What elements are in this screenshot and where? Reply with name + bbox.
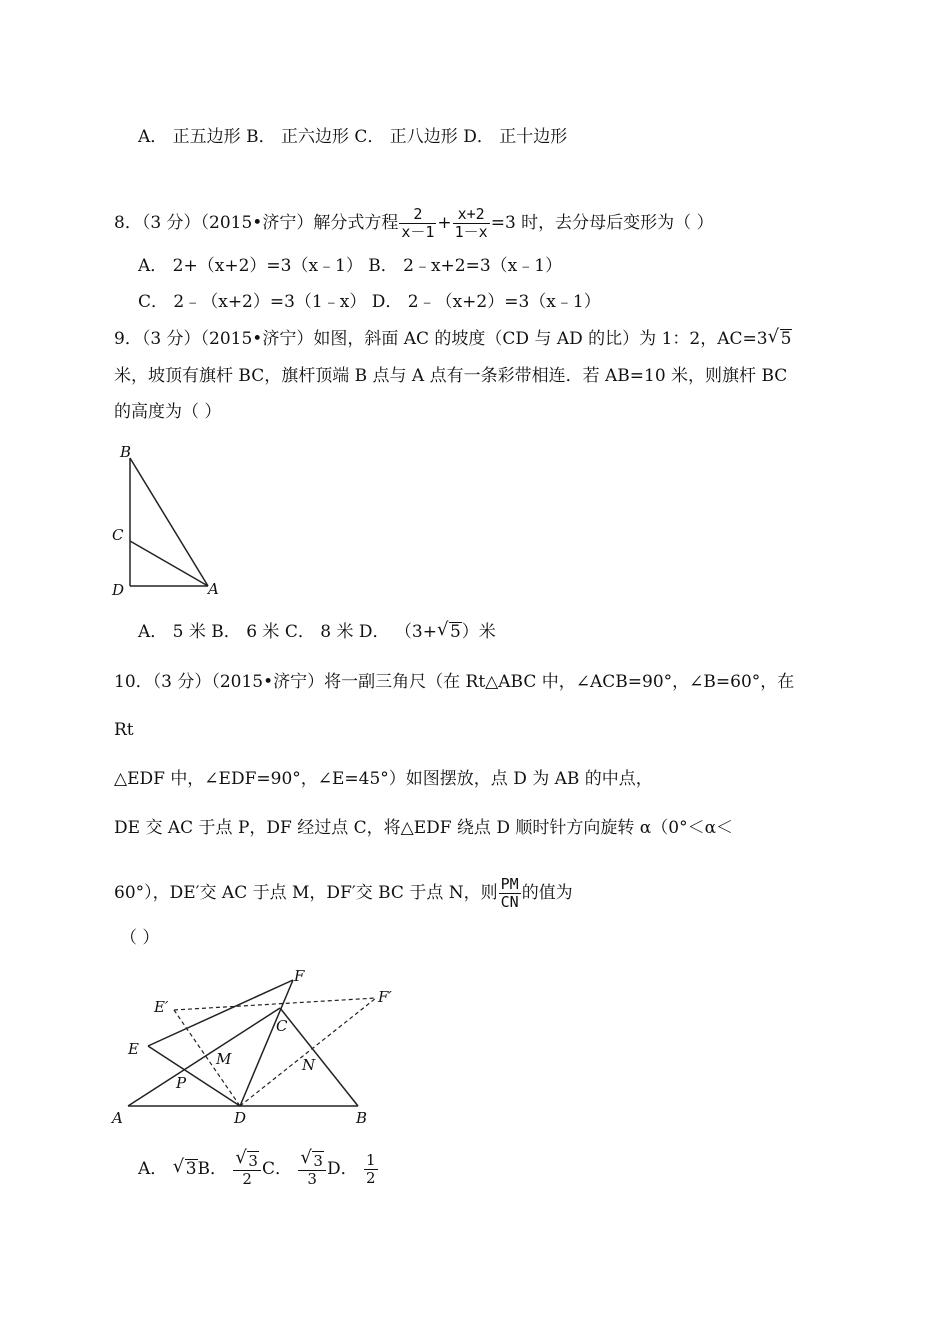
q10-option-b-den: 2: [242, 1170, 252, 1188]
sqrt-icon: √: [300, 1147, 312, 1168]
q10-label-n: N: [302, 1056, 316, 1074]
q10-option-c-radicand: 3: [313, 1152, 323, 1170]
q9-label-d: D: [112, 581, 125, 599]
sqrt-icon: √: [767, 326, 780, 347]
q10-label-a: A: [112, 1109, 123, 1127]
q9-options: [138, 620, 496, 644]
q10-stem-text: 60°），DE′交 AC 于点 M，DF′交 BC 于点 N，则: [114, 883, 498, 903]
q9-stem-line1: [114, 327, 792, 351]
q9-line-ba: [130, 458, 208, 586]
q10-line-ac: [128, 1008, 280, 1106]
q9-label-a: A: [208, 580, 219, 598]
q10-option-c-num: [298, 1147, 326, 1171]
q10-line-eprime-fprime: [174, 998, 376, 1010]
q10-option-b-label: B．: [197, 1159, 228, 1179]
q10-line-cb: [280, 1008, 358, 1106]
q10-label-m: M: [216, 1050, 232, 1068]
q10-option-d-den: 2: [365, 1169, 376, 1187]
q9-sqrt-radicand: 5: [780, 329, 792, 349]
q10-option-a-sqrt: [173, 1150, 198, 1188]
sqrt-icon: √: [172, 1156, 185, 1177]
q10-stem-line5: [114, 876, 573, 911]
q10-stem-line4: DE 交 AC 于点 P，DF 经过点 C，将△EDF 绕点 D 顺时针方向旋转 α（0°＜α＜: [114, 818, 734, 838]
q10-options: [138, 1147, 379, 1188]
q10-label-e-prime: E′: [154, 998, 169, 1016]
q8-fraction-2-num: x+2: [453, 206, 490, 224]
q10-stem-line2: Rt: [114, 720, 134, 740]
q10-option-c-fraction: [298, 1147, 326, 1188]
q9-stem-text: 9．（3 分）（2015•济宁）如图，斜面 AC 的坡度（CD 与 AD 的比）为 1：2，AC=3: [114, 329, 768, 349]
q9-line-ca: [130, 541, 208, 586]
q10-fraction-num: PM: [500, 875, 519, 893]
q8-fraction-2: [453, 206, 490, 241]
q10-label-b: B: [356, 1109, 368, 1127]
q10-option-d-fraction: [364, 1152, 378, 1187]
q9-options-text: A． 5 米 B． 6 米 C． 8 米 D． （3+: [138, 622, 437, 642]
q8-stem-before: 8．（3 分）（2015•济宁）解分式方程: [114, 213, 399, 233]
q10-option-c-label: C．: [261, 1159, 292, 1179]
q8-plus: +: [437, 213, 452, 233]
q10-option-b-fraction: [233, 1147, 261, 1188]
sqrt-icon: √: [235, 1147, 247, 1168]
q9-option-sqrt: [437, 620, 462, 644]
q10-option-d-label: D．: [326, 1159, 358, 1179]
q10-option-d-num: 1: [365, 1151, 376, 1169]
q10-line-df: [240, 980, 293, 1106]
q10-option-a-radicand: 3: [185, 1159, 197, 1179]
q10-option-c-sqrt: [300, 1147, 324, 1170]
q10-option-b-sqrt: [235, 1147, 259, 1170]
q9-sqrt: [768, 327, 793, 351]
q10-label-f-prime: F′: [378, 988, 392, 1006]
q8-fraction-2-den: 1－x: [454, 223, 488, 241]
q10-stem-tail: 的值为: [521, 883, 573, 903]
q10-fraction: [499, 876, 521, 911]
q10-option-b-num: [233, 1147, 261, 1171]
q10-label-c: C: [276, 1017, 288, 1035]
q8-options-ab: A． 2+（x+2）=3（x﹣1） B． 2﹣x+2=3（x﹣1）: [138, 256, 563, 276]
q9-stem-line2: 米，坡顶有旗杆 BC，旗杆顶端 B 点与 A 点有一条彩带相连．若 AB=10 米，则旗杆 BC: [114, 366, 788, 386]
q8-options-cd: C． 2﹣（x+2）=3（1﹣x） D． 2﹣（x+2）=3（x﹣1）: [138, 292, 601, 312]
q10-label-f: F: [294, 967, 305, 985]
q10-stem-line3: △EDF 中，∠EDF=90°，∠E=45°）如图摆放，点 D 为 AB 的中点，: [114, 769, 653, 789]
q10-fraction-den: CN: [500, 893, 519, 911]
sqrt-icon: √: [436, 619, 449, 640]
q10-option-c-den: 3: [307, 1170, 317, 1188]
q8-stem: [114, 206, 714, 241]
q10-option-b-radicand: 3: [248, 1152, 258, 1170]
q10-line-d-fprime: [240, 998, 376, 1106]
q10-label-d: D: [234, 1109, 247, 1127]
q10-stem-line1: 10．（3 分）（2015•济宁）将一副三角尺（在 Rt△ABC 中，∠ACB=90°，∠B=60°，在: [114, 672, 795, 692]
q9-label-c: C: [112, 526, 124, 544]
q7-options: A． 正五边形 B． 正六边形 C． 正八边形 D． 正十边形: [138, 127, 568, 147]
q9-stem-line3: 的高度为（ ）: [114, 402, 222, 422]
q10-option-a-label: A．: [138, 1159, 168, 1179]
q10-figure: [108, 964, 408, 1129]
q10-label-e: E: [128, 1040, 139, 1058]
q9-option-radicand: 5: [449, 622, 461, 642]
q10-label-p: P: [176, 1074, 187, 1092]
q9-label-b: B: [120, 443, 132, 461]
q8-fraction-1-den: x－1: [401, 223, 435, 241]
q9-options-unit: ）米: [461, 622, 496, 642]
q8-fraction-1: [399, 206, 436, 241]
q10-stem-line6: （ ）: [120, 928, 160, 948]
q8-fraction-1-num: 2: [399, 206, 436, 224]
q9-figure: [108, 440, 228, 605]
q8-stem-after: =3 时，去分母后变形为（ ）: [490, 213, 714, 233]
